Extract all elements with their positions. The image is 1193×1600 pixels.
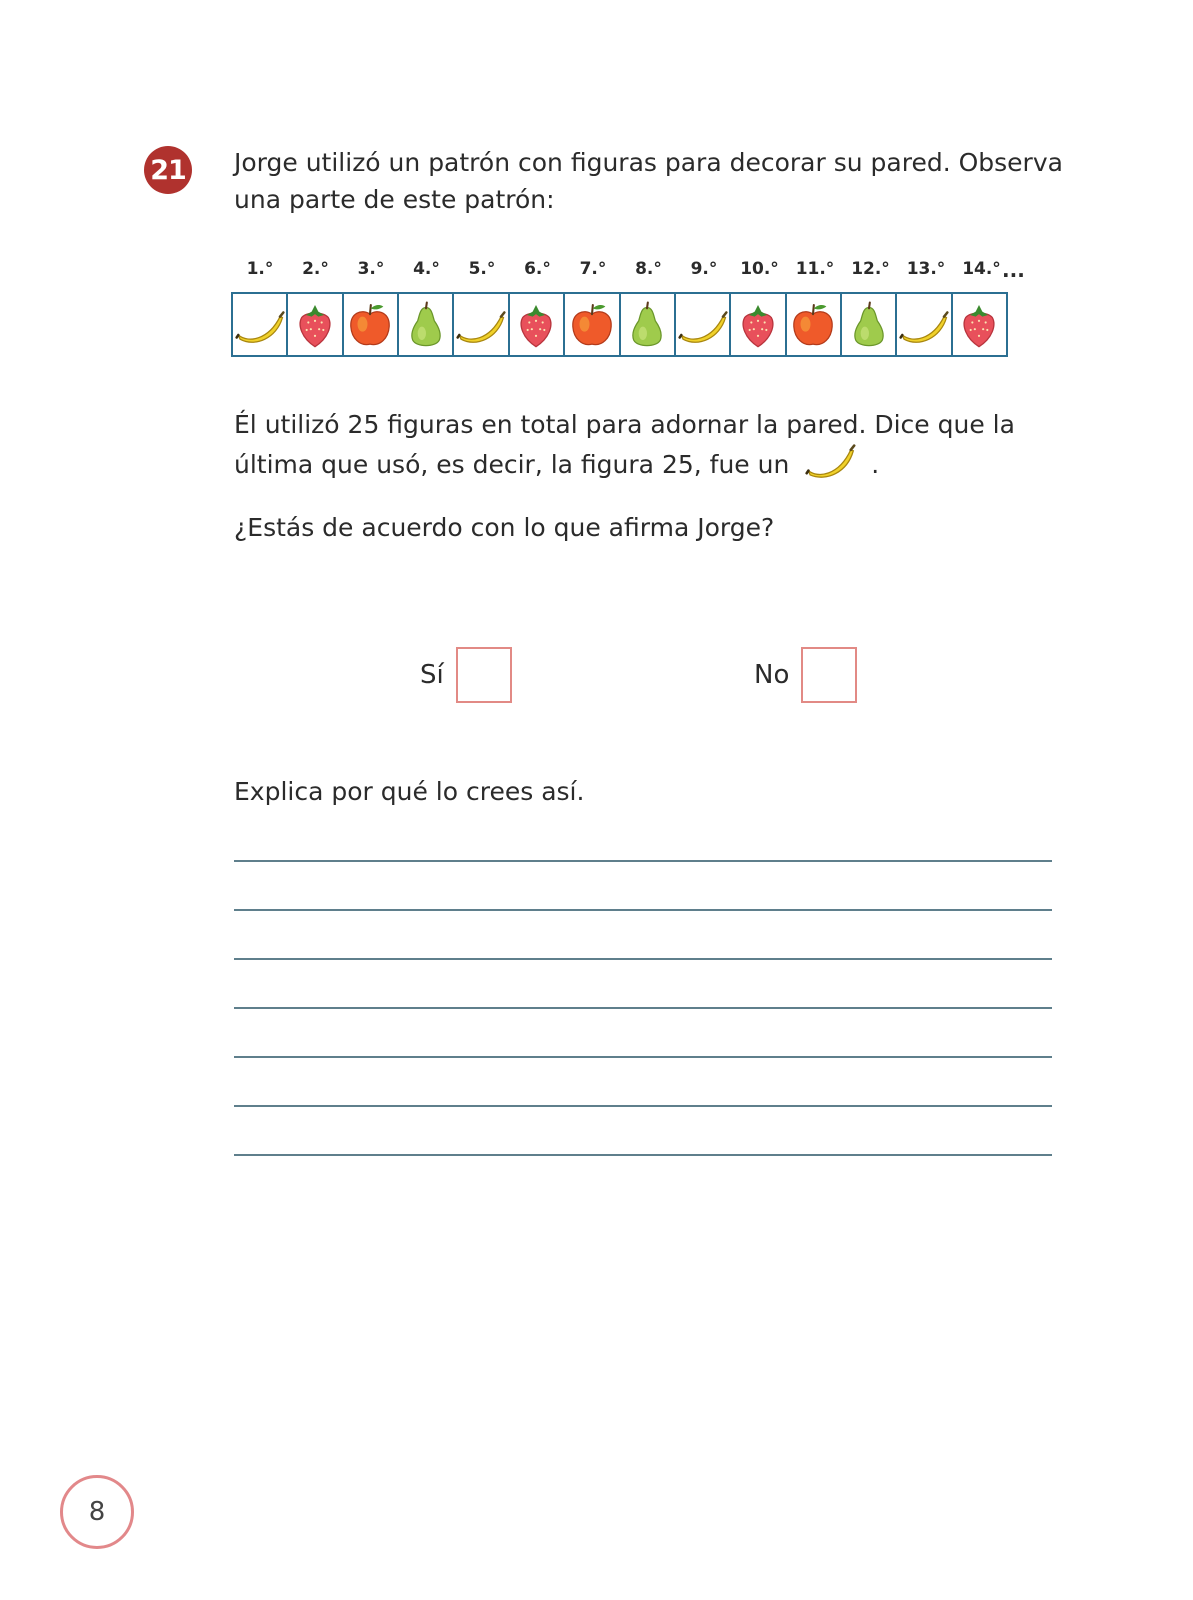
pattern-cell xyxy=(953,294,1006,355)
pattern-cell xyxy=(288,294,343,355)
strawberry-icon xyxy=(290,300,340,350)
banana-icon xyxy=(235,300,285,350)
statement-period: . xyxy=(871,450,880,479)
no-label: No xyxy=(754,660,790,690)
pear-icon xyxy=(401,300,451,350)
pattern-cell xyxy=(344,294,399,355)
yes-label: Sí xyxy=(420,660,444,690)
ordinal-label: 13.° xyxy=(906,259,946,279)
continuation-dots: ... xyxy=(1002,258,1025,282)
answer-line[interactable] xyxy=(234,1105,1052,1107)
strawberry-icon xyxy=(954,300,1004,350)
answer-line[interactable] xyxy=(234,1056,1052,1058)
answer-no[interactable] xyxy=(754,647,857,703)
ordinal-label: 5.° xyxy=(468,259,496,279)
answer-yes[interactable] xyxy=(420,647,512,703)
ordinal-label: 11.° xyxy=(795,259,835,279)
pear-icon xyxy=(844,300,894,350)
answer-line[interactable] xyxy=(234,1007,1052,1009)
question-number-badge: 21 xyxy=(144,146,192,194)
apple-icon xyxy=(567,300,617,350)
pear-icon xyxy=(622,300,672,350)
pattern-cell xyxy=(233,294,288,355)
no-checkbox[interactable] xyxy=(801,647,857,703)
ordinal-label: 1.° xyxy=(246,259,274,279)
banana-icon xyxy=(456,300,506,350)
yes-checkbox[interactable] xyxy=(456,647,512,703)
ordinal-label: 3.° xyxy=(357,259,385,279)
pattern-cell xyxy=(731,294,786,355)
banana-icon xyxy=(899,300,949,350)
apple-icon xyxy=(788,300,838,350)
pattern-cell xyxy=(510,294,565,355)
pattern-cell xyxy=(621,294,676,355)
ordinal-label: 14.° xyxy=(962,259,1001,279)
answer-line[interactable] xyxy=(234,1154,1052,1156)
ordinal-label: 7.° xyxy=(579,259,607,279)
ordinal-label: 9.° xyxy=(690,259,718,279)
explain-prompt: Explica por qué lo crees así. xyxy=(234,777,585,806)
question-prompt: ¿Estás de acuerdo con lo que afirma Jorge? xyxy=(234,513,775,542)
page-number: 8 xyxy=(60,1475,134,1549)
banana-icon xyxy=(803,443,857,481)
pattern-cell xyxy=(454,294,509,355)
ordinal-label: 4.° xyxy=(413,259,440,279)
ordinal-label: 6.° xyxy=(524,259,551,279)
answer-line[interactable] xyxy=(234,909,1052,911)
pattern-cell xyxy=(565,294,620,355)
statement-text: Él utilizó 25 figuras en total para adornar la pared. Dice que la última que usó, es decir, la figura 25, fue un xyxy=(234,410,1015,479)
question-intro: Jorge utilizó un patrón con figuras para decorar su pared. Observa una parte de este patrón: xyxy=(234,148,1063,214)
fruit-pattern-strip xyxy=(231,292,1008,357)
pattern-cell xyxy=(842,294,897,355)
apple-icon xyxy=(345,300,395,350)
pattern-cell xyxy=(676,294,731,355)
ordinal-label: 12.° xyxy=(851,259,890,279)
ordinal-label: 10.° xyxy=(740,259,779,279)
strawberry-icon xyxy=(511,300,561,350)
pattern-cell xyxy=(399,294,454,355)
pattern-cell xyxy=(787,294,842,355)
pattern-cell xyxy=(897,294,952,355)
answer-line[interactable] xyxy=(234,860,1052,862)
ordinal-label: 8.° xyxy=(635,259,662,279)
banana-icon xyxy=(678,300,728,350)
answer-line[interactable] xyxy=(234,958,1052,960)
question-statement xyxy=(234,406,1064,483)
ordinal-label: 2.° xyxy=(302,259,329,279)
strawberry-icon xyxy=(733,300,783,350)
